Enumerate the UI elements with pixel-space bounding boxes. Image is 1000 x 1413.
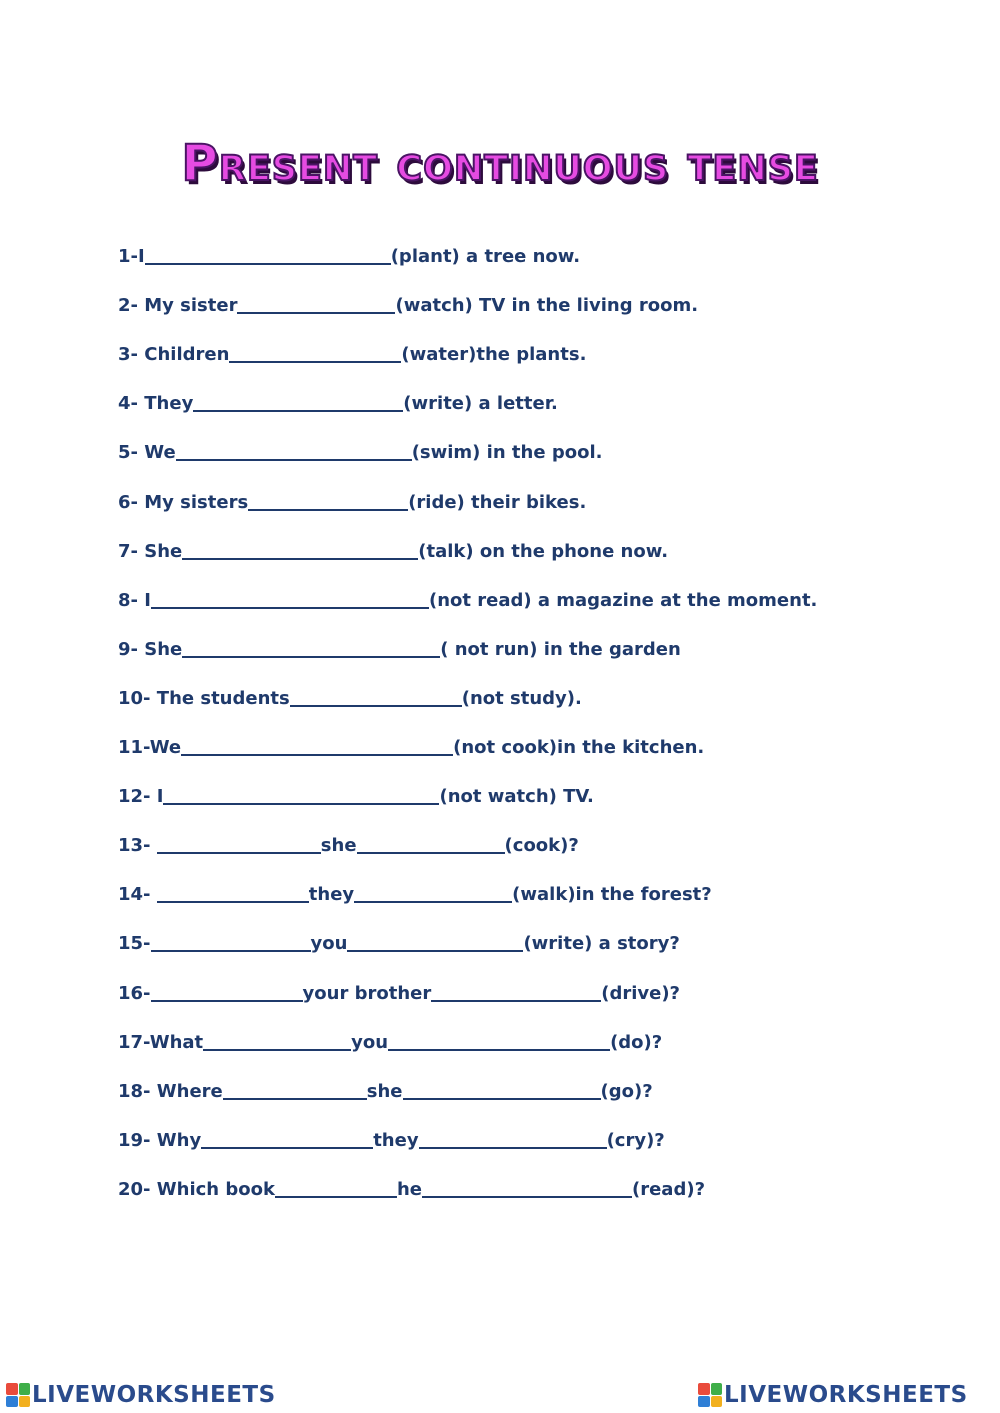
exercise-text: (cry)?	[606, 1129, 665, 1151]
answer-blank[interactable]	[151, 950, 311, 952]
exercise-text: (read)?	[632, 1178, 706, 1200]
exercise-text: (plant) a tree now.	[390, 246, 581, 268]
exercise-item	[118, 811, 958, 860]
exercise-item	[118, 517, 958, 566]
exercise-item	[118, 320, 958, 369]
exercise-text: 6- My sisters	[118, 491, 249, 513]
exercise-item	[118, 615, 958, 664]
answer-blank[interactable]	[157, 901, 309, 903]
exercise-text: he	[396, 1178, 422, 1200]
exercise-text: 10- The students	[118, 687, 290, 709]
exercise-text: 7- She	[118, 540, 183, 562]
exercise-text: (not watch) TV.	[439, 786, 594, 808]
answer-blank[interactable]	[290, 705, 462, 707]
exercise-text: they	[373, 1129, 419, 1151]
exercise-text: (ride) their bikes.	[408, 491, 587, 513]
exercise-item	[118, 418, 958, 467]
answer-blank[interactable]	[248, 509, 408, 511]
exercise-text: (water)the plants.	[401, 344, 587, 366]
liveworksheets-logo-icon	[698, 1383, 722, 1407]
exercise-text: 5- We	[118, 442, 176, 464]
exercise-text: she	[366, 1080, 403, 1102]
answer-blank[interactable]	[193, 410, 403, 412]
exercise-item	[118, 909, 958, 958]
footer-brand-right	[698, 1377, 968, 1413]
exercise-text: (talk) on the phone now.	[418, 540, 669, 562]
exercise-item	[118, 271, 958, 320]
exercise-item	[118, 664, 958, 713]
brand-text-left: LIVEWORKSHEETS	[32, 1382, 276, 1408]
exercise-text: (not study).	[461, 687, 582, 709]
answer-blank[interactable]	[145, 263, 391, 265]
brand-text-right: LIVEWORKSHEETS	[724, 1382, 968, 1408]
answer-blank[interactable]	[229, 361, 401, 363]
exercise-text: (walk)in the forest?	[512, 884, 712, 906]
exercise-text: 19- Why	[118, 1129, 202, 1151]
answer-blank[interactable]	[431, 1000, 601, 1002]
answer-blank[interactable]	[403, 1098, 601, 1100]
exercise-text: you	[351, 1031, 389, 1053]
exercise-text: 11-We	[118, 737, 182, 759]
answer-blank[interactable]	[357, 852, 505, 854]
exercise-text: your brother	[302, 982, 432, 1004]
answer-blank[interactable]	[163, 803, 439, 805]
answer-blank[interactable]	[157, 852, 321, 854]
exercise-item	[118, 1057, 958, 1106]
exercise-text: (drive)?	[601, 982, 681, 1004]
answer-blank[interactable]	[223, 1098, 367, 1100]
exercise-text: 2- My sister	[118, 295, 238, 317]
answer-blank[interactable]	[388, 1049, 610, 1051]
exercise-text: 20- Which book	[118, 1178, 275, 1200]
exercise-text: 9- She	[118, 638, 183, 660]
exercise-text: 1-I	[118, 246, 145, 268]
exercise-text: 17-What	[118, 1031, 204, 1053]
answer-blank[interactable]	[151, 607, 429, 609]
answer-blank[interactable]	[419, 1147, 607, 1149]
exercise-item	[118, 566, 958, 615]
exercise-text: (watch) TV in the living room.	[395, 295, 699, 317]
exercise-text: she	[320, 835, 357, 857]
answer-blank[interactable]	[176, 459, 412, 461]
exercise-text: ( not run) in the garden	[440, 638, 681, 660]
exercise-text: (not cook)in the kitchen.	[453, 737, 705, 759]
exercise-text: 4- They	[118, 393, 194, 415]
exercise-item	[118, 958, 958, 1007]
exercise-item	[118, 762, 958, 811]
exercise-item	[118, 222, 958, 271]
exercise-item	[118, 369, 958, 418]
exercise-text: (swim) in the pool.	[411, 442, 603, 464]
answer-blank[interactable]	[203, 1049, 351, 1051]
exercise-text: 8- I	[118, 589, 151, 611]
answer-blank[interactable]	[347, 950, 523, 952]
exercise-text: (not read) a magazine at the moment.	[428, 589, 818, 611]
exercise-text: they	[308, 884, 355, 906]
exercise-item	[118, 713, 958, 762]
footer-brand-left	[6, 1377, 276, 1413]
exercise-item	[118, 860, 958, 909]
exercise-text: (write) a letter.	[403, 393, 558, 415]
answer-blank[interactable]	[181, 754, 453, 756]
page-title: Present continuous tense	[181, 134, 819, 192]
exercise-text: 14-	[118, 884, 157, 906]
exercise-text: (do)?	[610, 1031, 663, 1053]
exercise-text: (go)?	[600, 1080, 653, 1102]
answer-blank[interactable]	[354, 901, 512, 903]
exercise-text: you	[310, 933, 348, 955]
exercise-item	[118, 1106, 958, 1155]
exercise-item	[118, 1155, 958, 1204]
answer-blank[interactable]	[182, 656, 440, 658]
exercise-text: 16-	[118, 982, 151, 1004]
answer-blank[interactable]	[151, 1000, 303, 1002]
exercise-list	[118, 222, 958, 1204]
exercise-item	[118, 1008, 958, 1057]
answer-blank[interactable]	[422, 1196, 632, 1198]
answer-blank[interactable]	[237, 312, 395, 314]
exercise-text: 3- Children	[118, 344, 230, 366]
exercise-text: (cook)?	[504, 835, 579, 857]
exercise-text: 18- Where	[118, 1080, 223, 1102]
answer-blank[interactable]	[182, 558, 418, 560]
answer-blank[interactable]	[201, 1147, 373, 1149]
exercise-text: 13-	[118, 835, 157, 857]
exercise-text: 15-	[118, 933, 151, 955]
exercise-text: 12- I	[118, 786, 164, 808]
exercise-text: (write) a story?	[523, 933, 680, 955]
answer-blank[interactable]	[275, 1196, 397, 1198]
liveworksheets-logo-icon	[6, 1383, 30, 1407]
exercise-item	[118, 467, 958, 516]
